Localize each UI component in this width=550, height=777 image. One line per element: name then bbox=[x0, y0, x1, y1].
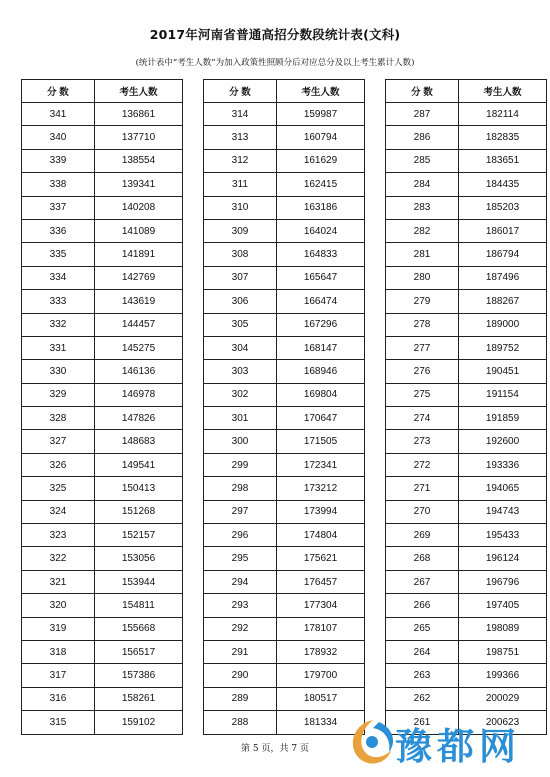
count-cell: 167296 bbox=[277, 313, 365, 336]
count-cell: 139341 bbox=[95, 173, 183, 196]
table-row bbox=[204, 313, 365, 336]
count-cell: 181334 bbox=[277, 711, 365, 734]
table-row bbox=[204, 266, 365, 289]
score-cell: 309 bbox=[204, 219, 277, 242]
table-row bbox=[22, 383, 183, 406]
score-cell: 327 bbox=[22, 430, 95, 453]
score-cell: 278 bbox=[386, 313, 459, 336]
score-cell: 312 bbox=[204, 149, 277, 172]
score-cell: 339 bbox=[22, 149, 95, 172]
score-cell: 332 bbox=[22, 313, 95, 336]
table-row bbox=[22, 360, 183, 383]
table-row bbox=[204, 430, 365, 453]
score-cell: 313 bbox=[204, 126, 277, 149]
score-cell: 330 bbox=[22, 360, 95, 383]
score-cell: 265 bbox=[386, 617, 459, 640]
score-cell: 293 bbox=[204, 594, 277, 617]
page-subtitle: (统计表中“考生人数”为加入政策性照顾分后对应总分及以上考生累计人数) bbox=[135, 58, 415, 68]
count-cell: 178107 bbox=[277, 617, 365, 640]
table-body bbox=[386, 103, 547, 735]
table-row bbox=[204, 243, 365, 266]
header-count: 考生人数 bbox=[459, 80, 547, 103]
count-cell: 152157 bbox=[95, 524, 183, 547]
count-cell: 198089 bbox=[459, 617, 547, 640]
table-row bbox=[22, 594, 183, 617]
table-row bbox=[22, 173, 183, 196]
watermark-text: 豫都网 bbox=[395, 725, 521, 768]
count-cell: 182114 bbox=[459, 103, 547, 126]
score-cell: 326 bbox=[22, 453, 95, 476]
table-row bbox=[386, 383, 547, 406]
count-cell: 145275 bbox=[95, 336, 183, 359]
count-cell: 200029 bbox=[459, 687, 547, 710]
score-cell: 340 bbox=[22, 126, 95, 149]
count-cell: 143619 bbox=[95, 290, 183, 313]
score-cell: 308 bbox=[204, 243, 277, 266]
table-row bbox=[22, 126, 183, 149]
count-cell: 191859 bbox=[459, 407, 547, 430]
score-cell: 300 bbox=[204, 430, 277, 453]
count-cell: 164024 bbox=[277, 219, 365, 242]
table-row bbox=[386, 219, 547, 242]
score-cell: 262 bbox=[386, 687, 459, 710]
count-cell: 178932 bbox=[277, 640, 365, 663]
table-row bbox=[204, 711, 365, 734]
table-row bbox=[22, 617, 183, 640]
table-row bbox=[22, 687, 183, 710]
score-cell: 280 bbox=[386, 266, 459, 289]
score-cell: 334 bbox=[22, 266, 95, 289]
count-cell: 195433 bbox=[459, 524, 547, 547]
count-cell: 153944 bbox=[95, 570, 183, 593]
score-cell: 304 bbox=[204, 336, 277, 359]
table-row bbox=[22, 313, 183, 336]
table-row bbox=[204, 149, 365, 172]
count-cell: 182835 bbox=[459, 126, 547, 149]
count-cell: 155668 bbox=[95, 617, 183, 640]
table-row bbox=[386, 547, 547, 570]
score-cell: 289 bbox=[204, 687, 277, 710]
table-row bbox=[386, 103, 547, 126]
count-cell: 172341 bbox=[277, 453, 365, 476]
score-cell: 261 bbox=[386, 711, 459, 734]
score-cell: 275 bbox=[386, 383, 459, 406]
count-cell: 189752 bbox=[459, 336, 547, 359]
count-cell: 141089 bbox=[95, 219, 183, 242]
count-cell: 157386 bbox=[95, 664, 183, 687]
watermark-logo bbox=[343, 712, 547, 772]
score-cell: 318 bbox=[22, 640, 95, 663]
count-cell: 149541 bbox=[95, 453, 183, 476]
score-cell: 336 bbox=[22, 219, 95, 242]
table-row bbox=[204, 336, 365, 359]
count-cell: 159102 bbox=[95, 711, 183, 734]
count-cell: 173994 bbox=[277, 500, 365, 523]
table-row bbox=[204, 196, 365, 219]
score-cell: 272 bbox=[386, 453, 459, 476]
count-cell: 164833 bbox=[277, 243, 365, 266]
table-row bbox=[204, 173, 365, 196]
score-cell: 320 bbox=[22, 594, 95, 617]
table-row bbox=[204, 407, 365, 430]
table-row bbox=[204, 383, 365, 406]
count-cell: 175621 bbox=[277, 547, 365, 570]
count-cell: 150413 bbox=[95, 477, 183, 500]
table-row bbox=[386, 196, 547, 219]
header-score: 分 数 bbox=[204, 80, 277, 103]
table-row bbox=[204, 524, 365, 547]
score-cell: 310 bbox=[204, 196, 277, 219]
table-body bbox=[22, 103, 183, 735]
count-cell: 179700 bbox=[277, 664, 365, 687]
count-cell: 185203 bbox=[459, 196, 547, 219]
count-cell: 168147 bbox=[277, 336, 365, 359]
table-row bbox=[386, 126, 547, 149]
score-cell: 317 bbox=[22, 664, 95, 687]
score-cell: 302 bbox=[204, 383, 277, 406]
table-row bbox=[386, 290, 547, 313]
score-cell: 276 bbox=[386, 360, 459, 383]
table-row bbox=[204, 687, 365, 710]
count-cell: 174804 bbox=[277, 524, 365, 547]
score-cell: 335 bbox=[22, 243, 95, 266]
count-cell: 198751 bbox=[459, 640, 547, 663]
table-row bbox=[22, 290, 183, 313]
table-row bbox=[386, 477, 547, 500]
table-body bbox=[204, 103, 365, 735]
table-row bbox=[22, 149, 183, 172]
score-table-3 bbox=[385, 79, 547, 735]
count-cell: 166474 bbox=[277, 290, 365, 313]
score-cell: 266 bbox=[386, 594, 459, 617]
table-row bbox=[386, 594, 547, 617]
score-cell: 292 bbox=[204, 617, 277, 640]
count-cell: 158261 bbox=[95, 687, 183, 710]
score-cell: 290 bbox=[204, 664, 277, 687]
header-score: 分 数 bbox=[22, 80, 95, 103]
table-row bbox=[386, 430, 547, 453]
count-cell: 153056 bbox=[95, 547, 183, 570]
count-cell: 197405 bbox=[459, 594, 547, 617]
count-cell: 194743 bbox=[459, 500, 547, 523]
table-row bbox=[386, 149, 547, 172]
header-count: 考生人数 bbox=[277, 80, 365, 103]
table-row bbox=[22, 407, 183, 430]
score-cell: 303 bbox=[204, 360, 277, 383]
count-cell: 200623 bbox=[459, 711, 547, 734]
table-row bbox=[386, 336, 547, 359]
score-cell: 264 bbox=[386, 640, 459, 663]
table-row bbox=[386, 243, 547, 266]
score-cell: 277 bbox=[386, 336, 459, 359]
count-cell: 187496 bbox=[459, 266, 547, 289]
count-cell: 194065 bbox=[459, 477, 547, 500]
count-cell: 189000 bbox=[459, 313, 547, 336]
table-row bbox=[22, 103, 183, 126]
count-cell: 170647 bbox=[277, 407, 365, 430]
score-cell: 298 bbox=[204, 477, 277, 500]
table-row bbox=[22, 196, 183, 219]
count-cell: 171505 bbox=[277, 430, 365, 453]
table-row bbox=[204, 640, 365, 663]
table-row bbox=[204, 477, 365, 500]
score-cell: 282 bbox=[386, 219, 459, 242]
score-cell: 328 bbox=[22, 407, 95, 430]
table-row bbox=[22, 453, 183, 476]
score-cell: 296 bbox=[204, 524, 277, 547]
table-row bbox=[22, 477, 183, 500]
table-row bbox=[204, 453, 365, 476]
page-footer: 第 5 页，共 7 页 bbox=[241, 744, 309, 754]
table-row bbox=[386, 407, 547, 430]
score-cell: 337 bbox=[22, 196, 95, 219]
count-cell: 142769 bbox=[95, 266, 183, 289]
count-cell: 176457 bbox=[277, 570, 365, 593]
count-cell: 173212 bbox=[277, 477, 365, 500]
score-table-2 bbox=[203, 79, 365, 735]
score-cell: 288 bbox=[204, 711, 277, 734]
table-row bbox=[386, 360, 547, 383]
table-row bbox=[386, 664, 547, 687]
score-cell: 269 bbox=[386, 524, 459, 547]
score-cell: 324 bbox=[22, 500, 95, 523]
count-cell: 186794 bbox=[459, 243, 547, 266]
count-cell: 140208 bbox=[95, 196, 183, 219]
count-cell: 162415 bbox=[277, 173, 365, 196]
count-cell: 177304 bbox=[277, 594, 365, 617]
table-row bbox=[22, 243, 183, 266]
count-cell: 141891 bbox=[95, 243, 183, 266]
table-row bbox=[386, 173, 547, 196]
score-cell: 295 bbox=[204, 547, 277, 570]
table-row bbox=[204, 103, 365, 126]
count-cell: 183651 bbox=[459, 149, 547, 172]
count-cell: 156517 bbox=[95, 640, 183, 663]
table-row bbox=[386, 266, 547, 289]
count-cell: 147826 bbox=[95, 407, 183, 430]
table-row bbox=[204, 219, 365, 242]
score-cell: 271 bbox=[386, 477, 459, 500]
count-cell: 144457 bbox=[95, 313, 183, 336]
table-row bbox=[204, 290, 365, 313]
table-row bbox=[22, 336, 183, 359]
score-cell: 268 bbox=[386, 547, 459, 570]
count-cell: 169804 bbox=[277, 383, 365, 406]
score-cell: 281 bbox=[386, 243, 459, 266]
score-table-1 bbox=[21, 79, 183, 735]
count-cell: 146978 bbox=[95, 383, 183, 406]
table-row bbox=[386, 570, 547, 593]
table-row bbox=[22, 547, 183, 570]
table-row bbox=[386, 453, 547, 476]
score-cell: 301 bbox=[204, 407, 277, 430]
count-cell: 151268 bbox=[95, 500, 183, 523]
count-cell: 136861 bbox=[95, 103, 183, 126]
count-cell: 196796 bbox=[459, 570, 547, 593]
table-row bbox=[204, 594, 365, 617]
table-row bbox=[22, 664, 183, 687]
score-cell: 331 bbox=[22, 336, 95, 359]
table-row bbox=[386, 524, 547, 547]
table-row bbox=[204, 126, 365, 149]
score-cell: 294 bbox=[204, 570, 277, 593]
score-cell: 274 bbox=[386, 407, 459, 430]
count-cell: 159987 bbox=[277, 103, 365, 126]
table-row bbox=[386, 640, 547, 663]
score-cell: 314 bbox=[204, 103, 277, 126]
count-cell: 186017 bbox=[459, 219, 547, 242]
header-count: 考生人数 bbox=[95, 80, 183, 103]
table-row bbox=[204, 500, 365, 523]
table-row bbox=[204, 617, 365, 640]
count-cell: 180517 bbox=[277, 687, 365, 710]
count-cell: 163186 bbox=[277, 196, 365, 219]
score-cell: 305 bbox=[204, 313, 277, 336]
count-cell: 146136 bbox=[95, 360, 183, 383]
score-cell: 341 bbox=[22, 103, 95, 126]
score-cell: 319 bbox=[22, 617, 95, 640]
table-row bbox=[22, 430, 183, 453]
score-cell: 297 bbox=[204, 500, 277, 523]
score-cell: 273 bbox=[386, 430, 459, 453]
swirl-logo-icon bbox=[343, 712, 399, 770]
page-title: 2017年河南省普通高招分数段统计表(文科) bbox=[149, 27, 401, 42]
score-cell: 299 bbox=[204, 453, 277, 476]
table-row bbox=[22, 524, 183, 547]
score-cell: 279 bbox=[386, 290, 459, 313]
table-row bbox=[204, 570, 365, 593]
table-row bbox=[204, 547, 365, 570]
score-cell: 284 bbox=[386, 173, 459, 196]
score-cell: 287 bbox=[386, 103, 459, 126]
score-cell: 291 bbox=[204, 640, 277, 663]
score-cell: 338 bbox=[22, 173, 95, 196]
count-cell: 138554 bbox=[95, 149, 183, 172]
table-row bbox=[386, 500, 547, 523]
table-row bbox=[386, 313, 547, 336]
table-row bbox=[204, 664, 365, 687]
score-cell: 321 bbox=[22, 570, 95, 593]
score-cell: 270 bbox=[386, 500, 459, 523]
score-cell: 263 bbox=[386, 664, 459, 687]
score-cell: 333 bbox=[22, 290, 95, 313]
table-row bbox=[22, 711, 183, 734]
header-score: 分 数 bbox=[386, 80, 459, 103]
score-cell: 307 bbox=[204, 266, 277, 289]
score-cell: 267 bbox=[386, 570, 459, 593]
count-cell: 161629 bbox=[277, 149, 365, 172]
count-cell: 154811 bbox=[95, 594, 183, 617]
score-cell: 325 bbox=[22, 477, 95, 500]
score-cell: 285 bbox=[386, 149, 459, 172]
score-cell: 323 bbox=[22, 524, 95, 547]
count-cell: 192600 bbox=[459, 430, 547, 453]
count-cell: 188267 bbox=[459, 290, 547, 313]
count-cell: 199366 bbox=[459, 664, 547, 687]
score-cell: 315 bbox=[22, 711, 95, 734]
score-cell: 286 bbox=[386, 126, 459, 149]
table-row bbox=[22, 266, 183, 289]
count-cell: 137710 bbox=[95, 126, 183, 149]
score-cell: 329 bbox=[22, 383, 95, 406]
table-row bbox=[22, 640, 183, 663]
count-cell: 160794 bbox=[277, 126, 365, 149]
count-cell: 191154 bbox=[459, 383, 547, 406]
table-row bbox=[22, 570, 183, 593]
count-cell: 168946 bbox=[277, 360, 365, 383]
count-cell: 184435 bbox=[459, 173, 547, 196]
score-cell: 283 bbox=[386, 196, 459, 219]
count-cell: 148683 bbox=[95, 430, 183, 453]
count-cell: 165647 bbox=[277, 266, 365, 289]
score-cell: 322 bbox=[22, 547, 95, 570]
table-row bbox=[386, 617, 547, 640]
count-cell: 190451 bbox=[459, 360, 547, 383]
score-cell: 316 bbox=[22, 687, 95, 710]
table-row bbox=[386, 687, 547, 710]
count-cell: 193336 bbox=[459, 453, 547, 476]
score-cell: 306 bbox=[204, 290, 277, 313]
table-row bbox=[22, 500, 183, 523]
table-row bbox=[204, 360, 365, 383]
score-cell: 311 bbox=[204, 173, 277, 196]
count-cell: 196124 bbox=[459, 547, 547, 570]
table-row bbox=[22, 219, 183, 242]
